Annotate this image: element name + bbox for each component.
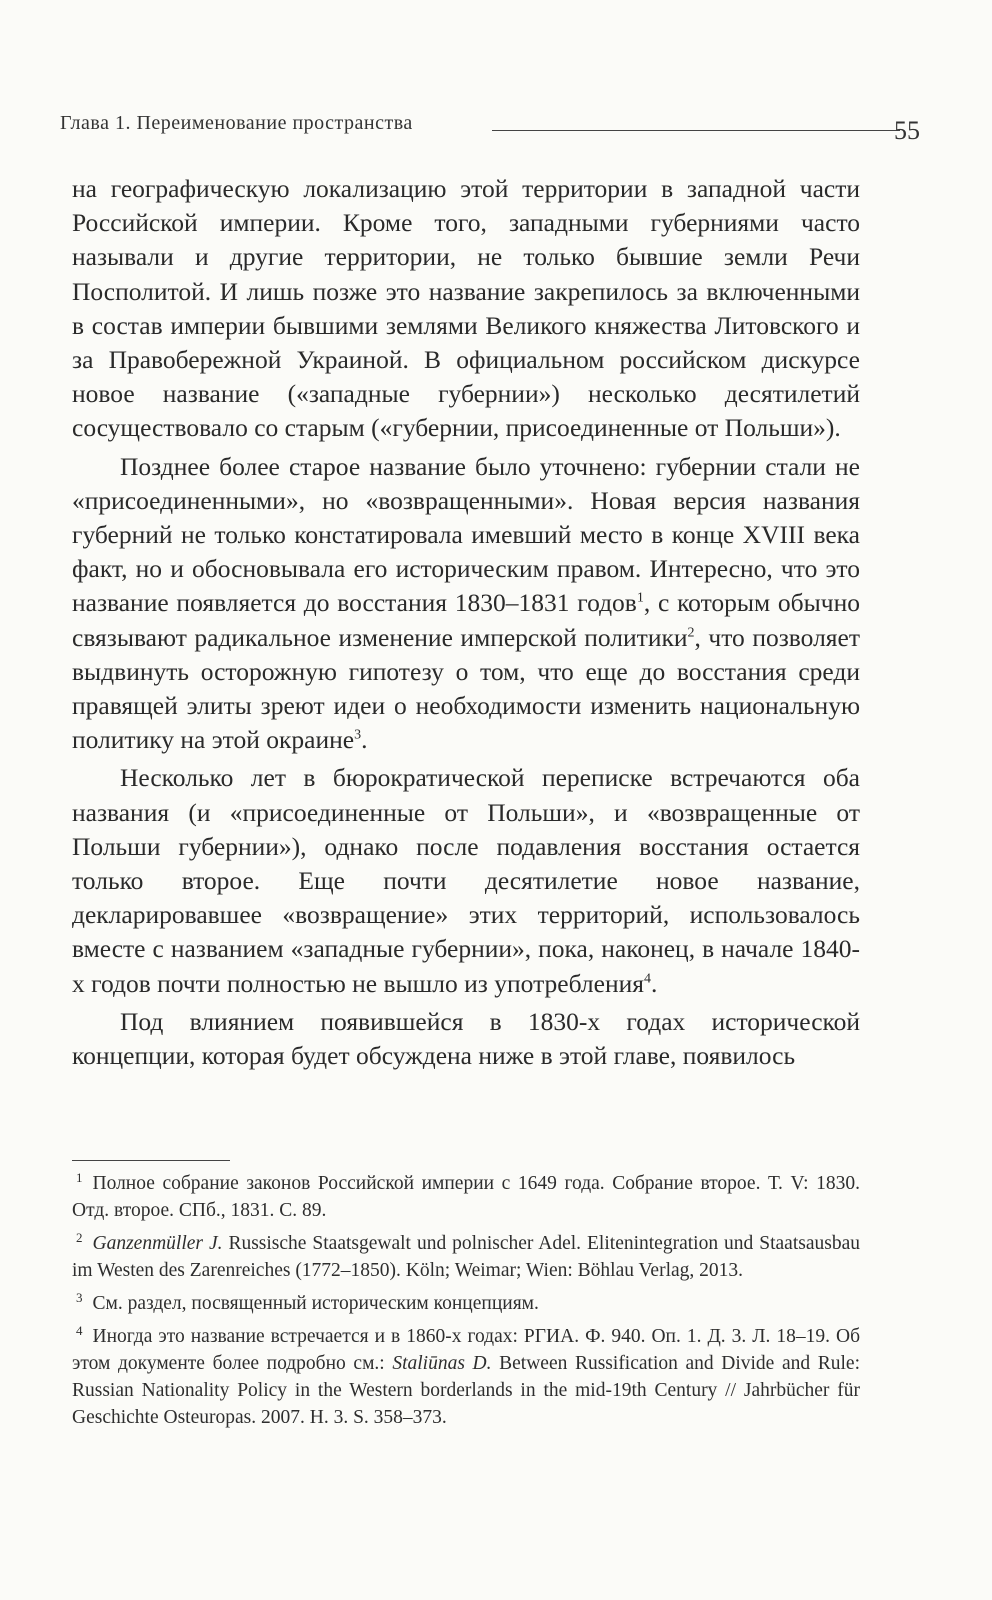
footnote-number: 1	[76, 1169, 83, 1185]
body-text	[72, 172, 860, 1073]
footnote-ref-1[interactable]: 1	[636, 590, 644, 606]
footnote-3	[72, 1290, 860, 1317]
footnote-author: Ganzenmüller J.	[92, 1233, 223, 1254]
paragraph-2	[72, 450, 860, 758]
footnote-4	[72, 1323, 860, 1431]
footnote-text: См. раздел, посвященный историческим концепциям.	[92, 1293, 539, 1314]
footnote-separator	[72, 1160, 230, 1161]
footnote-number: 3	[76, 1289, 83, 1305]
running-header	[60, 112, 920, 146]
footnote-number: 2	[76, 1229, 83, 1245]
p3-text-b: .	[651, 968, 658, 998]
p2-text-a: Позднее более старое название было уточнено: губернии стали не «присоединенными», но «возвращенными». Новая версия названия губерний не только констатировала имевший место в конце XVIII века факт, но и обосновывала его историческим правом. Интересно, что это название появляется до восстания 1830–1831 годов	[72, 451, 860, 618]
footnote-text: Полное собрание законов Российской империи с 1649 года. Собрание второе. Т. V: 1830. Отд. второе. СПб., 1831. С. 89.	[72, 1173, 860, 1221]
page-number: 55	[894, 116, 920, 145]
footnote-number: 4	[76, 1322, 83, 1338]
p3-text-a: Несколько лет в бюрократической переписке встречаются оба названия (и «присоединенные от Польши», и «возвращенные от Польши губернии»), однако после подавления восстания остается только второе. Еще почти десятилетие новое название, декларировавшее «возвращение» этих территорий, использовалось вместе с названием «западные губернии», пока, наконец, в начале 1840-х годов почти полностью не вышло из употребления	[72, 763, 860, 998]
paragraph-4: Под влиянием появившейся в 1830-х годах исторической концепции, которая будет обсуждена ниже в этой главе, появилось	[72, 1006, 860, 1071]
paragraph-3	[72, 761, 860, 1000]
header-rule	[492, 130, 900, 131]
p2-text-d: .	[361, 725, 368, 755]
paragraph-1: на географическую локализацию этой территории в западной части Российской империи. Кроме того, западными губерниями часто называли и другие территории, не только бывшие земли Речи Посполитой. И лишь позже это название закрепилось за включенными в состав империи бывшими землями Великого княжества Литовского и за Правобережной Украиной. В официальном российском дискурсе новое название («западные губернии») несколько десятилетий сосуществовало со старым («губернии, присоединенные от Польши»).	[72, 174, 860, 443]
footnote-ref-4[interactable]: 4	[644, 971, 651, 987]
p2-text-c: , что позволяет выдвинуть осторожную гипотезу о том, что еще до восстания среди правящей элиты зреют идеи о необходимости изменить национальную политику на этой окраине	[72, 622, 860, 755]
footnote-ref-3[interactable]: 3	[354, 727, 362, 743]
footnote-text: Between Russification and Divide and Rule: Russian Nationality Policy in the Western borderlands in the mid-19th Century // Jahrbücher für Geschichte Osteuropas. 2007. H. 3. S. 358–373.	[72, 1353, 860, 1428]
footnote-text: Russische Staatsgewalt und polnischer Adel. Elitenintegration und Staatsausbau im Westen des Zarenreiches (1772–1850). Köln; Weimar; Wien: Böhlau Verlag, 2013.	[72, 1233, 860, 1281]
chapter-title: Глава 1. Переименование пространства	[60, 112, 413, 134]
p2-text-b: , с которым обычно связывают радикальное изменение имперской политики	[72, 588, 860, 652]
footnotes	[72, 1170, 860, 1437]
footnote-text: Иногда это название встречается и в 1860-х годах: РГИА. Ф. 940. Оп. 1. Д. 3. Л. 18–19. Об этом документе более подробно см.:	[72, 1326, 860, 1374]
footnote-author: Staliūnas D.	[392, 1353, 492, 1374]
footnote-1	[72, 1170, 860, 1224]
footnote-ref-2[interactable]: 2	[687, 625, 695, 641]
footnote-2	[72, 1230, 860, 1284]
